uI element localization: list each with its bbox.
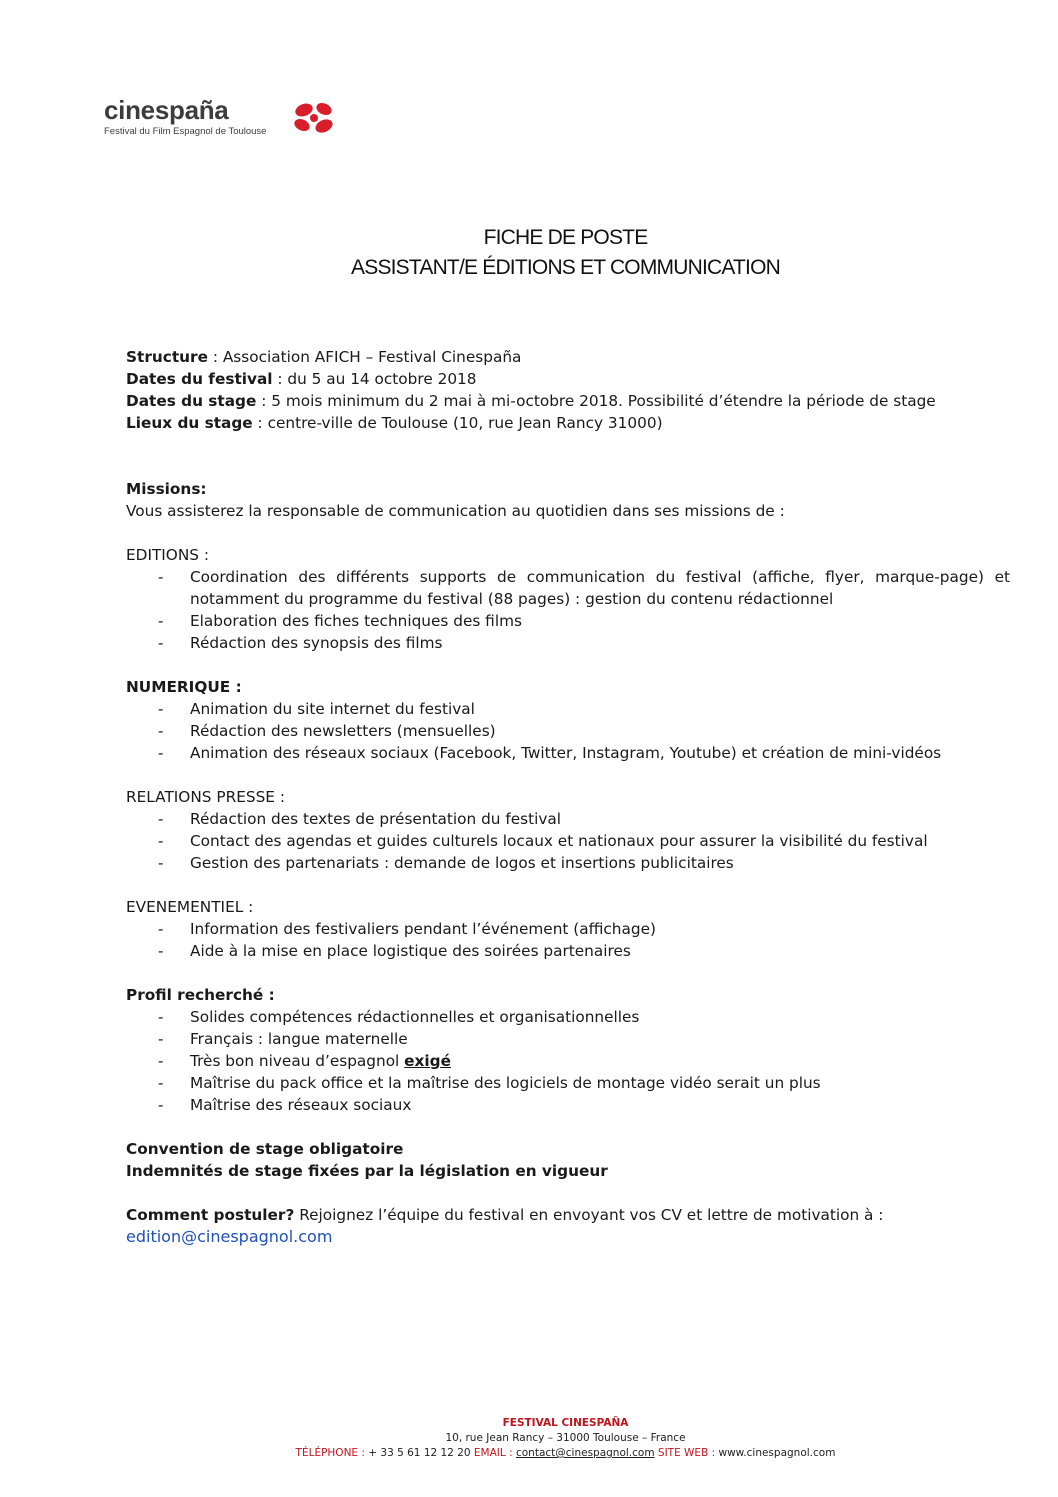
list-item: - Animation du site internet du festival [126, 698, 1010, 720]
footer-address: 10, rue Jean Rancy – 31000 Toulouse – France [445, 1432, 686, 1444]
info-stage-dates [126, 390, 1010, 412]
application-email-link[interactable]: edition@cinespagnol.com [126, 1227, 333, 1246]
flower-icon [290, 100, 338, 136]
footer-name: FESTIVAL CINESPAÑA [502, 1417, 629, 1429]
logo-subtitle: Festival du Film Espagnol de Toulouse [104, 126, 267, 137]
cinespana-logo [104, 96, 344, 142]
page-title: FICHE DE POSTE [483, 226, 648, 249]
footer-email-link[interactable]: contact@cinespagnol.com [515, 1447, 655, 1459]
list-item: - Solides compétences rédactionnelles et organisationnelles [126, 1006, 1010, 1028]
list-item: - Coordination des différents supports de communication du festival (affiche, flyer, marque-page) et notamment du programme du festival (88 pages) : gestion du contenu rédactionnel [126, 566, 1010, 610]
info-label: Dates du stage [126, 392, 257, 410]
list-item: - Information des festivaliers pendant l’événement (affichage) [126, 918, 1010, 940]
footer-web-label: SITE WEB : [657, 1447, 716, 1459]
page-subtitle: ASSISTANT/E ÉDITIONS ET COMMUNICATION [351, 256, 780, 279]
info-structure [126, 346, 1010, 368]
info-location [126, 412, 1010, 434]
espagnol-required: exigé [404, 1052, 451, 1070]
info-value: : du 5 au 14 octobre 2018 [272, 370, 477, 388]
footer-tel: + 33 5 61 12 12 20 [364, 1447, 474, 1459]
evenementiel-heading: EVENEMENTIEL : [126, 898, 254, 916]
profil-list [126, 1006, 1010, 1116]
list-item: - Français : langue maternelle [126, 1028, 1010, 1050]
profil-heading: Profil recherché : [126, 986, 275, 1004]
info-value: : 5 mois minimum du 2 mai à mi-octobre 2018. Possibilité d’étendre la période de stage [256, 392, 936, 410]
presse-heading: RELATIONS PRESSE : [126, 788, 285, 806]
convention-line: Convention de stage obligatoire [126, 1140, 404, 1158]
list-item: - Animation des réseaux sociaux (Facebook, Twitter, Instagram, Youtube) et création de mini-vidéos [126, 742, 1010, 764]
list-item: - Maîtrise du pack office et la maîtrise des logiciels de montage vidéo serait un plus [126, 1072, 1010, 1094]
list-item: - Rédaction des newsletters (mensuelles) [126, 720, 1010, 742]
list-item: - Contact des agendas et guides culturels locaux et nationaux pour assurer la visibilité du festival [126, 830, 1010, 852]
footer-web: www.cinespagnol.com [715, 1447, 836, 1459]
list-item: - Gestion des partenariats : demande de logos et insertions publicitaires [126, 852, 1010, 874]
editions-heading: EDITIONS : [126, 546, 210, 564]
list-item: - Rédaction des synopsis des films [126, 632, 1010, 654]
indemnites-line: Indemnités de stage fixées par la législation en vigueur [126, 1162, 608, 1180]
numerique-heading: NUMERIQUE : [126, 678, 242, 696]
numerique-list [126, 698, 1010, 764]
info-label: Lieux du stage [126, 414, 253, 432]
espagnol-text: Très bon niveau d’espagnol [190, 1052, 405, 1070]
info-festival-dates [126, 368, 1010, 390]
list-item: - Maîtrise des réseaux sociaux [126, 1094, 1010, 1116]
missions-heading: Missions: [126, 480, 207, 498]
job-description [126, 346, 1010, 1248]
logo-wordmark: cinespaña [104, 95, 229, 125]
missions-intro: Vous assisterez la responsable de communication au quotidien dans ses missions de : [126, 502, 785, 520]
postuler-text [126, 1204, 1010, 1226]
editions-list [126, 566, 1010, 654]
footer-contact [0, 1446, 1058, 1460]
list-item: - Elaboration des fiches techniques des films [126, 610, 1010, 632]
list-item: - Rédaction des textes de présentation du festival [126, 808, 1010, 830]
postuler-instructions: Rejoignez l’équipe du festival en envoyant vos CV et lettre de motivation à : [294, 1206, 884, 1224]
footer-tel-label: TÉLÉPHONE : [295, 1447, 365, 1459]
footer-email-label: EMAIL : [473, 1447, 513, 1459]
list-item: - Aide à la mise en place logistique des soirées partenaires [126, 940, 1010, 962]
info-value: : Association AFICH – Festival Cinespaña [207, 348, 522, 366]
list-item-espagnol [126, 1050, 1010, 1072]
info-value: : centre-ville de Toulouse (10, rue Jean Rancy 31000) [252, 414, 663, 432]
postuler-label: Comment postuler? [126, 1206, 295, 1224]
info-label: Structure [126, 348, 208, 366]
presse-list [126, 808, 1010, 874]
info-label: Dates du festival [126, 370, 273, 388]
evenementiel-list [126, 918, 1010, 962]
